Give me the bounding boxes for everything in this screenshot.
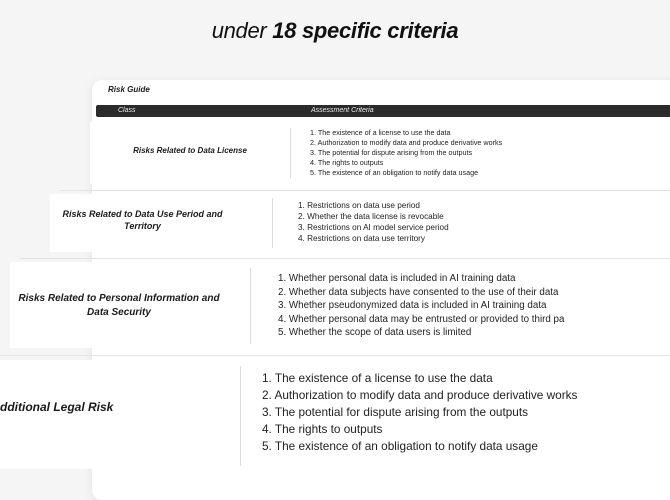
- row-class-label: Risks Related to Data License: [133, 146, 247, 155]
- risk-guide-title: Risk Guide: [108, 85, 150, 94]
- row-separator: [20, 258, 670, 259]
- criteria-list: [278, 272, 564, 340]
- list-item: 2. Whether the data license is revocable: [298, 212, 444, 221]
- row-class-label: dditional Legal Risk: [0, 400, 114, 414]
- column-header-class: Class: [118, 107, 136, 114]
- row-class-label: Risks Related to Personal Information and Data Security: [18, 293, 220, 318]
- criteria-list: [298, 200, 449, 244]
- list-item: 1. Restrictions on data use period: [298, 201, 420, 210]
- list-item: 4. Whether personal data may be entrusted or provided to third pa: [278, 313, 565, 325]
- list-item: 3. Whether pseudonymized data is included in AI training data: [278, 300, 547, 311]
- list-item: 1. The existence of a license to use the data: [310, 128, 451, 137]
- list-item: 5. Whether the scope of data users is limited: [278, 327, 472, 338]
- row-divider: [250, 268, 251, 344]
- list-item: 4. The rights to outputs: [262, 422, 383, 436]
- list-item: 4. Restrictions on data use territory: [298, 234, 425, 243]
- list-item: 1. The existence of a license to use the data: [262, 371, 493, 385]
- criteria-list: [262, 370, 577, 455]
- row-separator: [60, 190, 670, 191]
- row-separator: [0, 355, 670, 356]
- list-item: 2. Authorization to modify data and produce derivative works: [310, 138, 503, 147]
- table-row: [0, 360, 670, 469]
- list-item: 1. Whether personal data is included in AI training data: [278, 273, 516, 284]
- table-header: [96, 105, 670, 117]
- headline-prefix: under: [211, 18, 273, 43]
- table-row: [50, 194, 670, 252]
- row-divider: [290, 128, 291, 178]
- list-item: 5. The existence of an obligation to notify data usage: [310, 168, 479, 177]
- row-class-label: Risks Related to Data Use Period and Territory: [62, 209, 223, 231]
- list-item: 3. The potential for dispute arising from the outputs: [310, 148, 473, 157]
- criteria-list: [310, 128, 502, 178]
- table-row: [90, 122, 670, 184]
- row-divider: [240, 366, 241, 466]
- column-header-criteria: Assessment Criteria: [311, 107, 374, 114]
- list-item: 4. The rights to outputs: [310, 158, 384, 167]
- list-item: 5. The existence of an obligation to notify data usage: [262, 439, 538, 453]
- headline-bold: 18 specific criteria: [272, 18, 459, 43]
- row-divider: [272, 198, 273, 248]
- table-row: [10, 262, 670, 348]
- list-item: 2. Whether data subjects have consented to the use of their data: [278, 286, 559, 298]
- list-item: 2. Authorization to modify data and produce derivative works: [262, 388, 578, 402]
- list-item: 3. The potential for dispute arising from the outputs: [262, 405, 529, 419]
- list-item: 3. Restrictions on AI model service period: [298, 223, 449, 232]
